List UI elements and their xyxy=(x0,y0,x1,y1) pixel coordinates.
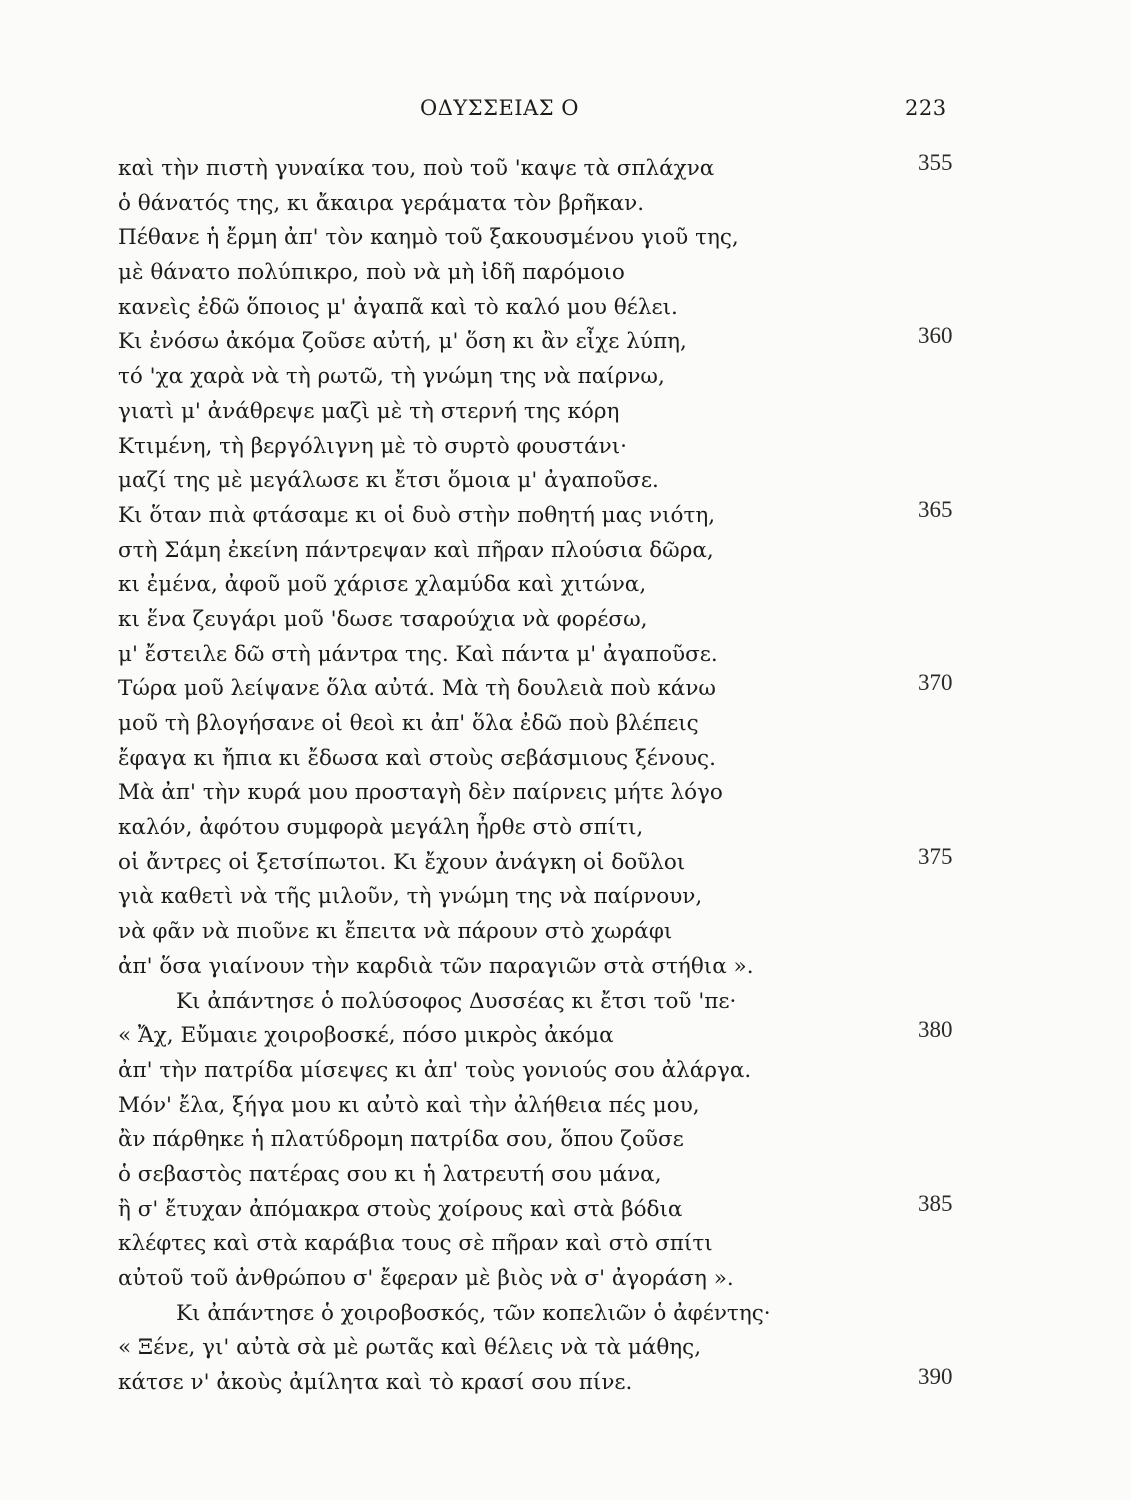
verse-text: ἂν πάρθηκε ἡ πλατύδρομη πατρίδα σου, ὅπου ζοῦσε xyxy=(118,1127,684,1153)
verse-line xyxy=(0,672,1131,707)
verse-text: γιατὶ μ' ἀνάθρεψε μαζὶ μὲ τὴ στερνή της κόρη xyxy=(118,398,620,424)
verse-text: κάτσε ν' ἀκοὺς ἀμίλητα καὶ τὸ κρασί σου πίνε. xyxy=(118,1370,633,1396)
verse-text: Πέθανε ἡ ἔρμη ἀπ' τὸν καημὸ τοῦ ξακουσμένου γιοῦ της, xyxy=(118,225,739,251)
verse-line xyxy=(0,1089,1131,1124)
verse-line xyxy=(0,880,1131,915)
verse-line xyxy=(0,464,1131,499)
verse-line xyxy=(0,638,1131,673)
line-number: 375 xyxy=(918,843,953,869)
verse-text: Κι ὅταν πιὰ φτάσαμε κι οἱ δυὸ στὴν ποθητή μας νιότη, xyxy=(118,502,716,528)
verse-text: τό 'χα χαρὰ νὰ τὴ ρωτῶ, τὴ γνώμη της νὰ παίρνω, xyxy=(118,364,665,390)
verse-line xyxy=(0,811,1131,846)
running-head xyxy=(0,96,1131,126)
verse-text: Κτιμένη, τὴ βεργόλιγνη μὲ τὸ συρτὸ φουστάνι· xyxy=(118,433,627,459)
verse-text: κι ἕνα ζευγάρι μοῦ 'δωσε τσαρούχια νὰ φορέσω, xyxy=(118,606,648,632)
line-number: 385 xyxy=(918,1190,953,1216)
verse-line xyxy=(0,915,1131,950)
line-number: 370 xyxy=(918,670,953,696)
verse-text: Τώρα μοῦ λείψανε ὅλα αὐτά. Μὰ τὴ δουλειὰ ποὺ κάνω xyxy=(118,676,716,702)
verse-line xyxy=(0,1123,1131,1158)
verse-text: κλέφτες καὶ στὰ καράβια τους σὲ πῆραν καὶ στὸ σπίτι xyxy=(118,1231,713,1257)
verse-text: αὐτοῦ τοῦ ἀνθρώπου σ' ἔφεραν μὲ βιὸς νὰ σ' ἀγοράση ». xyxy=(118,1266,734,1291)
page-number: 223 xyxy=(905,96,947,120)
line-number: 365 xyxy=(918,496,953,522)
verse-line xyxy=(0,395,1131,430)
verse-text: μοῦ τὴ βλογήσανε οἱ θεοὶ κι ἀπ' ὅλα ἐδῶ ποὺ βλέπεις xyxy=(118,711,699,736)
verse-text: μαζί της μὲ μεγάλωσε κι ἔτσι ὅμοια μ' ἀγαποῦσε. xyxy=(118,468,659,494)
line-number: 380 xyxy=(918,1017,953,1043)
verse-line xyxy=(0,776,1131,811)
verse-text: νὰ φᾶν νὰ πιοῦνε κι ἔπειτα νὰ πάρουν στὸ χωράφι xyxy=(118,919,673,945)
verse-text: « Ἄχ, Εὔμαιε χοιροβοσκέ, πόσο μικρὸς ἀκόμα xyxy=(118,1023,614,1049)
verse-line xyxy=(0,843,1131,881)
verse-text: καὶ τὴν πιστὴ γυναίκα του, ποὺ τοῦ 'καψε τὰ σπλάχνα xyxy=(118,156,715,181)
verse-line xyxy=(0,742,1131,777)
verse-line xyxy=(0,1262,1131,1297)
verse-line xyxy=(0,1331,1131,1366)
verse-line xyxy=(0,1019,1131,1054)
verse-text: καλόν, ἀφότου συμφορὰ μεγάλη ἦρθε στὸ σπίτι, xyxy=(118,815,644,841)
verse-line xyxy=(0,603,1131,638)
verse-text: μὲ θάνατο πολύπικρο, ποὺ νὰ μὴ ἰδῆ παρόμοιο xyxy=(118,260,625,286)
verse-text: ἀπ' τὴν πατρίδα μίσεψες κι ἀπ' τοὺς γονιούς σου ἀλάργα. xyxy=(118,1057,752,1083)
verse-line xyxy=(0,1054,1131,1089)
verse-line xyxy=(0,187,1131,222)
verse-line xyxy=(0,1158,1131,1193)
verse-text: ἔφαγα κι ἤπια κι ἔδωσα καὶ στοὺς σεβάσμιους ξένους. xyxy=(118,745,716,771)
verse-text: ὁ σεβαστὸς πατέρας σου κι ἡ λατρευτή σου μάνα, xyxy=(118,1161,662,1187)
verse-text: κι ἐμένα, ἀφοῦ μοῦ χάρισε χλαμύδα καὶ χιτώνα, xyxy=(118,572,647,598)
verse-text: Μὰ ἀπ' τὴν κυρά μου προσταγὴ δὲν παίρνεις μήτε λόγο xyxy=(118,780,723,806)
verse-line xyxy=(0,534,1131,569)
verse-text: Μόν' ἔλα, ξήγα μου κι αὐτὸ καὶ τὴν ἀλήθεια πές μου, xyxy=(118,1092,700,1118)
verse-line xyxy=(0,707,1131,742)
verse-line xyxy=(0,221,1131,256)
line-number: 360 xyxy=(918,323,953,349)
verse-text: Κι ἐνόσω ἀκόμα ζοῦσε αὐτή, μ' ὅση κι ἂν εἶχε λύπη, xyxy=(118,329,687,355)
verse-text: « Ξένε, γι' αὐτὰ σὰ μὲ ρωτᾶς καὶ θέλεις νὰ τὰ μάθης, xyxy=(118,1335,702,1361)
verse-line xyxy=(0,256,1131,291)
verse-line xyxy=(0,985,1131,1020)
running-title: ΟΔΥΣΣΕΙΑΣ Ο xyxy=(420,96,579,120)
verse-line xyxy=(0,496,1131,534)
verse-text: Κι ἀπάντησε ὁ πολύσοφος Δυσσέας κι ἔτσι τοῦ 'πε· xyxy=(176,988,737,1014)
verse-text: Κι ἀπάντησε ὁ χοιροβοσκός, τῶν κοπελιῶν ὁ ἀφέντης· xyxy=(176,1300,771,1326)
verse-text: στὴ Σάμη ἐκείνη πάντρεψαν καὶ πῆραν πλούσια δῶρα, xyxy=(118,537,714,563)
verse-line xyxy=(0,152,1131,187)
verse-line xyxy=(0,568,1131,603)
line-number: 355 xyxy=(918,150,953,175)
verse-line xyxy=(0,950,1131,985)
verse-line xyxy=(0,360,1131,395)
verse-line xyxy=(0,1297,1131,1332)
verse-text: ὁ θάνατός της, κι ἄκαιρα γεράματα τὸν βρῆκαν. xyxy=(118,190,645,216)
verse-text: κανεὶς ἐδῶ ὅποιος μ' ἀγαπᾶ καὶ τὸ καλό μου θέλει. xyxy=(118,294,678,320)
verse-block xyxy=(0,152,1131,1401)
verse-line xyxy=(0,1366,1131,1401)
verse-line xyxy=(0,291,1131,326)
verse-text: ἢ σ' ἔτυχαν ἀπόμακρα στοὺς χοίρους καὶ στὰ βόδια xyxy=(118,1196,683,1222)
verse-line xyxy=(0,1190,1131,1228)
verse-line xyxy=(0,430,1131,465)
verse-text: μ' ἔστειλε δῶ στὴ μάντρα της. Καὶ πάντα μ' ἀγαποῦσε. xyxy=(118,641,718,667)
verse-line xyxy=(0,1227,1131,1262)
verse-line xyxy=(0,325,1131,360)
verse-text: οἱ ἄντρες οἱ ξετσίπωτοι. Κι ἔχουν ἀνάγκη οἱ δοῦλοι xyxy=(118,849,686,875)
verse-text: ἀπ' ὅσα γιαίνουν τὴν καρδιὰ τῶν παραγιῶν στὰ στήθια ». xyxy=(118,953,754,979)
verse-text: γιὰ καθετὶ νὰ τῆς μιλοῦν, τὴ γνώμη της νὰ παίρνουν, xyxy=(118,884,703,910)
line-number: 390 xyxy=(918,1364,953,1390)
